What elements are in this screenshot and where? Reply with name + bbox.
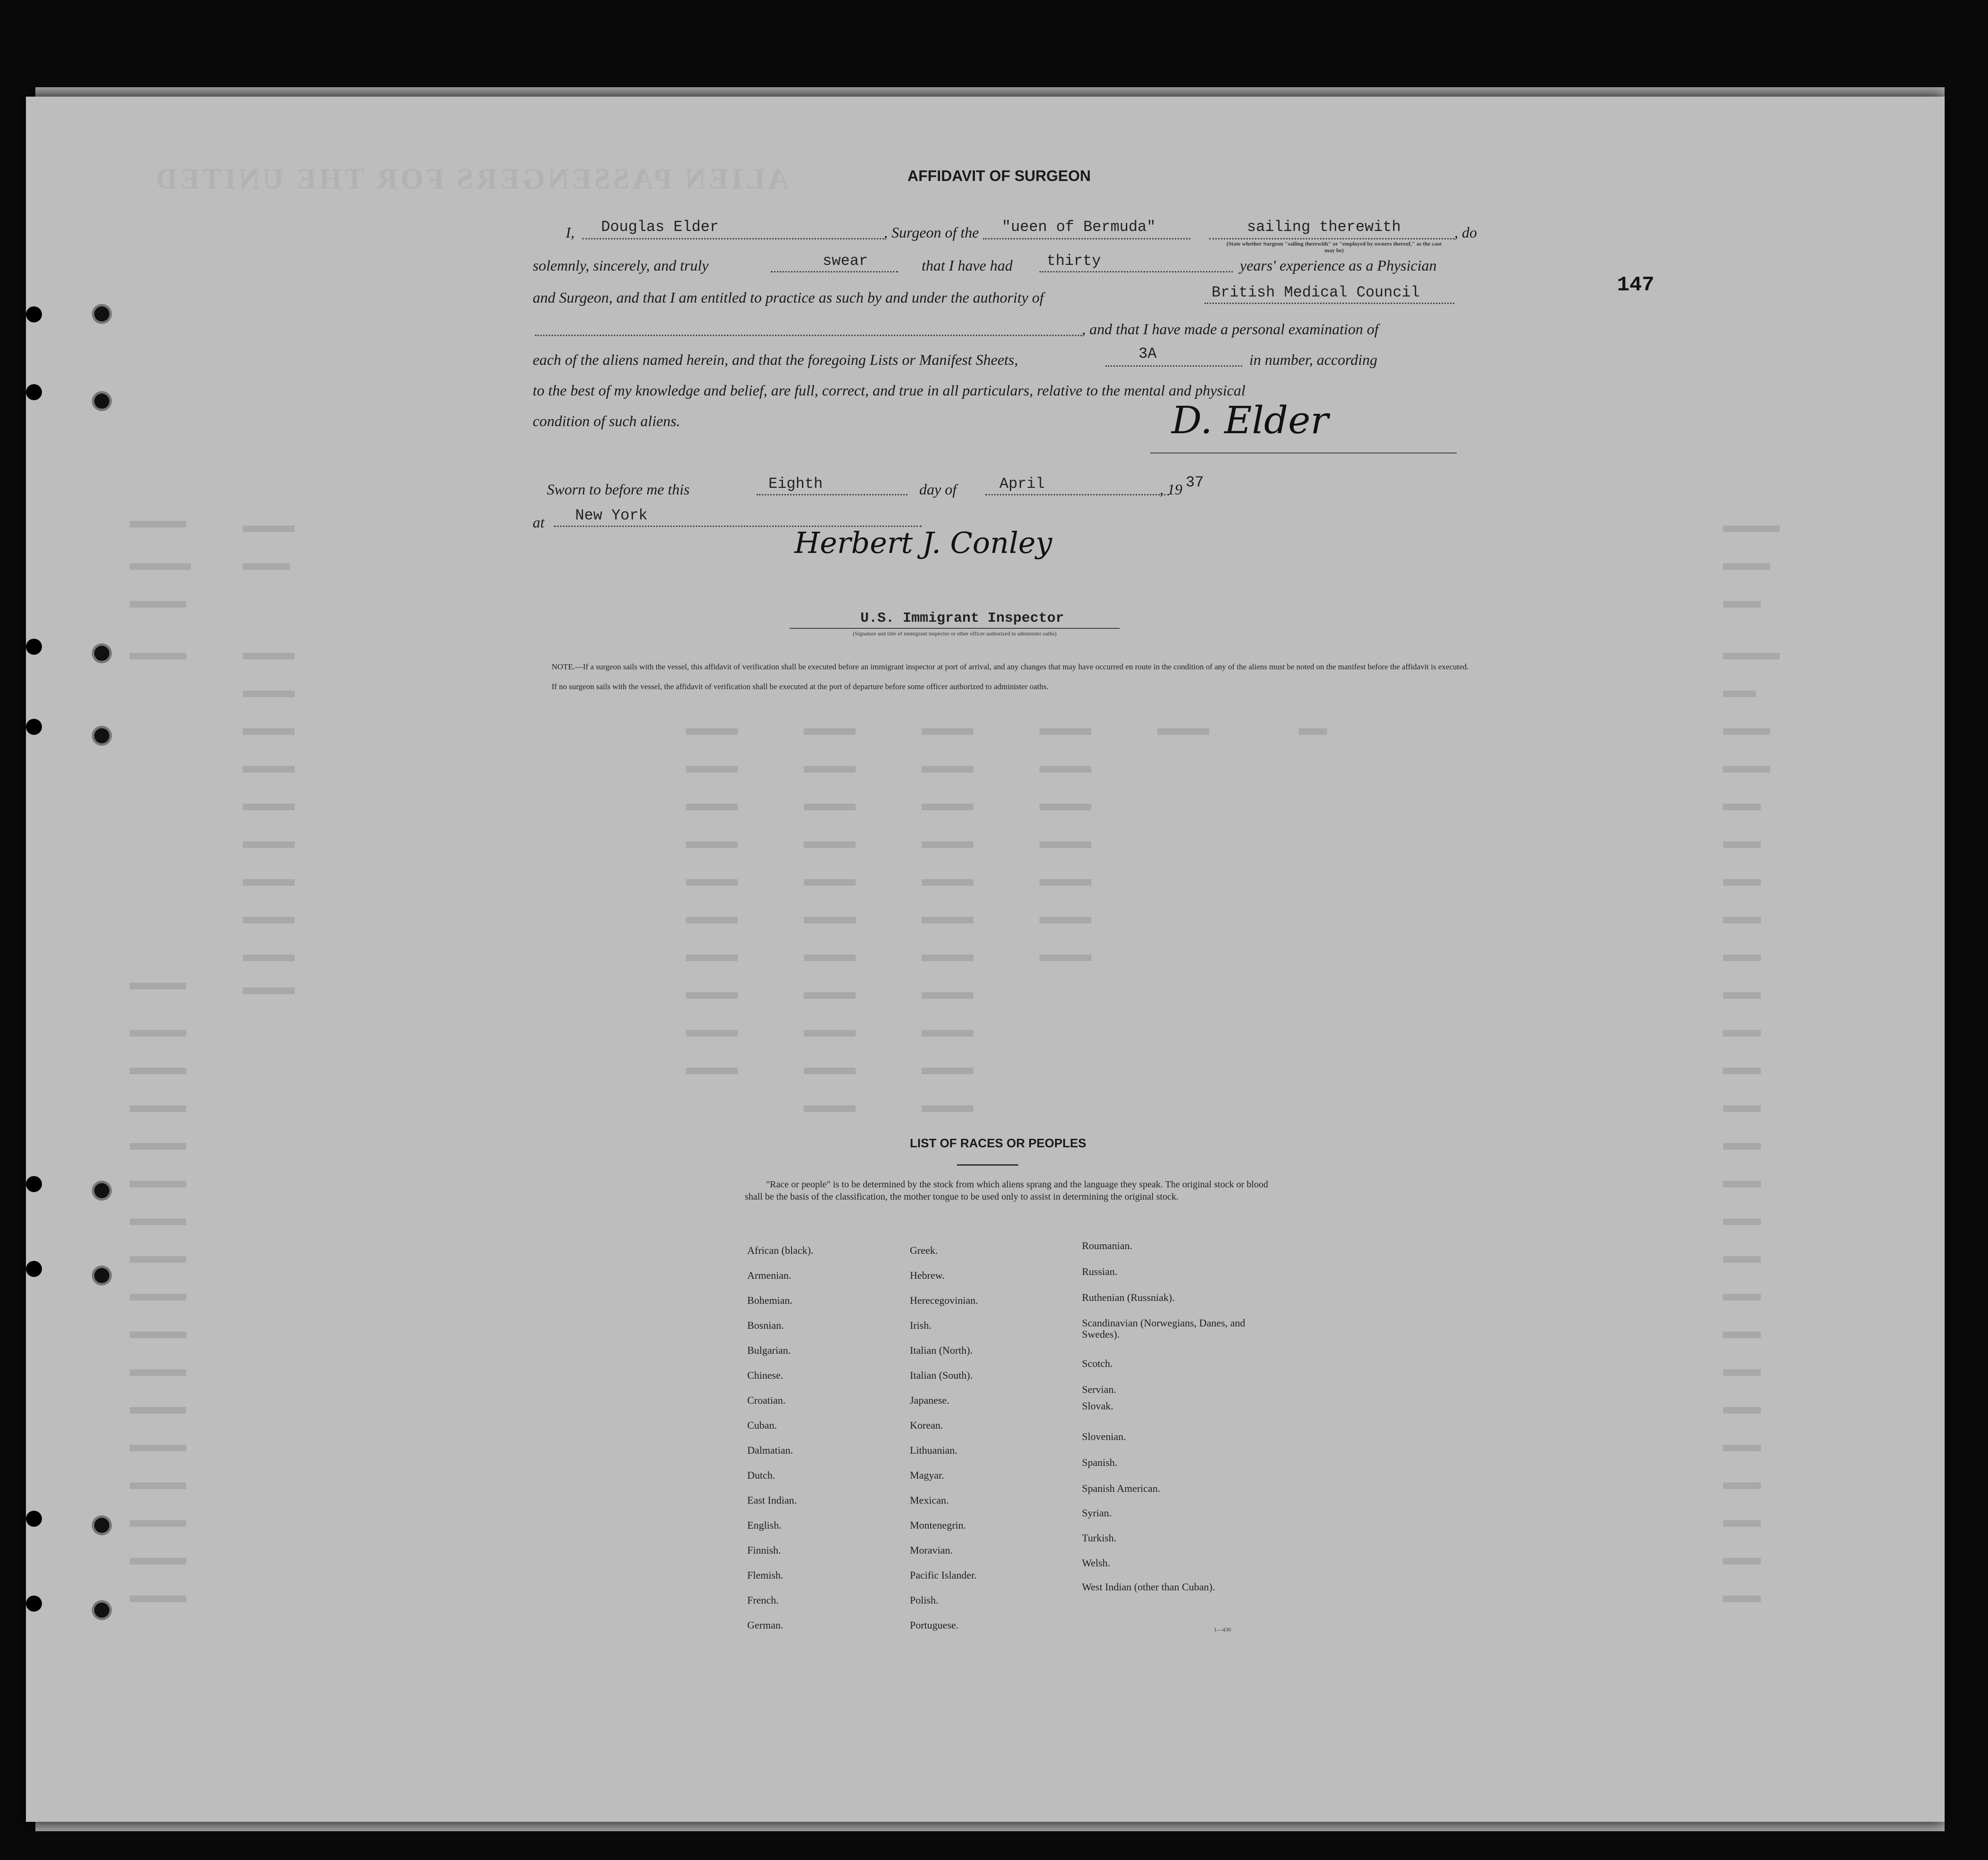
binder-hole — [92, 1181, 112, 1201]
races-title-rule — [957, 1164, 1018, 1166]
race-item: Bulgarian. — [747, 1344, 791, 1356]
race-item: Dutch. — [747, 1469, 775, 1481]
label-years: years' experience as a Physician — [1240, 257, 1437, 274]
binder-hole — [26, 1176, 42, 1192]
binder-hole — [92, 726, 112, 746]
binder-hole — [26, 384, 42, 400]
years-experience: thirty — [1047, 252, 1101, 270]
race-item: Polish. — [910, 1594, 939, 1606]
race-item: Servian. — [1082, 1383, 1116, 1395]
oath-type: swear — [823, 252, 868, 270]
sworn-month: April — [999, 475, 1045, 493]
race-item: Mexican. — [910, 1494, 949, 1506]
races-explanation: "Race or people" is to be determined by the stock from which aliens sprang and the language they speak. The original stock or blood shall be the basis of the classification, the mother tongue to be used only to assist in determining the original stock. — [745, 1179, 1268, 1202]
race-item: Welsh. — [1082, 1557, 1110, 1569]
sworn-year: 37 — [1186, 474, 1204, 491]
label-surgeon-of: , Surgeon of the — [884, 224, 979, 241]
race-item: Scotch. — [1082, 1358, 1113, 1369]
binder-hole — [92, 1600, 112, 1620]
race-item: Portuguese. — [910, 1619, 959, 1631]
sheet-count: 3A — [1138, 345, 1157, 362]
race-item: Russian. — [1082, 1266, 1118, 1277]
race-item: Spanish American. — [1082, 1482, 1161, 1494]
binder-hole — [26, 1596, 42, 1612]
race-item: Bosnian. — [747, 1319, 784, 1331]
race-item: French. — [747, 1594, 779, 1606]
label-had: that I have had — [922, 257, 1013, 274]
race-item: Hebrew. — [910, 1269, 945, 1281]
inspector-caption: (Signature and title of immigrant inspector or other officer authorized to administer oaths) — [852, 630, 1057, 637]
note-paragraph-1: NOTE.—If a surgeon sails with the vessel, this affidavit of verification shall be executed before an immigrant inspector at port of arrival, and any changes that may have occurred en route in the condition of any of the aliens must be noted on the manifest before the affidavit is executed. — [552, 662, 1469, 671]
race-item: Greek. — [910, 1244, 938, 1256]
sailing-status: sailing therewith — [1247, 218, 1401, 236]
binder-hole — [26, 1261, 42, 1277]
licensing-authority: British Medical Council — [1212, 284, 1420, 301]
race-item: Italian (North). — [910, 1344, 973, 1356]
race-item: Turkish. — [1082, 1532, 1117, 1544]
bleed-through-title: ALIEN PASSENGERS FOR THE UNITED — [153, 163, 789, 195]
race-item: Flemish. — [747, 1569, 784, 1581]
binder-hole — [26, 1511, 42, 1527]
page-number: 147 — [1617, 273, 1655, 297]
race-item: Herecegovinian. — [910, 1294, 978, 1306]
race-item: Dalmatian. — [747, 1444, 793, 1456]
surgeon-signature: D. Elder — [1171, 398, 1328, 442]
race-item: Syrian. — [1082, 1507, 1112, 1519]
race-item: Scandinavian (Norwegians, Danes, and Swedes). — [1082, 1317, 1246, 1340]
races-title: LIST OF RACES OR PEOPLES — [910, 1136, 1087, 1150]
race-item: Lithuanian. — [910, 1444, 957, 1456]
note-paragraph-2: If no surgeon sails with the vessel, the affidavit of verification shall be executed at the port of departure before some officer authorized to administer oaths. — [552, 682, 1049, 691]
binder-hole — [92, 304, 112, 324]
inspector-title: U.S. Immigrant Inspector — [860, 610, 1064, 626]
race-item: Spanish. — [1082, 1457, 1118, 1468]
label-i: I, — [566, 224, 575, 241]
bleed-through-rows — [120, 511, 1864, 1737]
race-item: Armenian. — [747, 1269, 792, 1281]
race-item: African (black). — [747, 1244, 814, 1256]
race-item: Chinese. — [747, 1369, 784, 1381]
race-item: Italian (South). — [910, 1369, 973, 1381]
race-item: Roumanian. — [1082, 1240, 1132, 1251]
race-item: Magyar. — [910, 1469, 944, 1481]
race-item: Montenegrin. — [910, 1519, 966, 1531]
binder-hole — [26, 306, 42, 322]
race-item: East Indian. — [747, 1494, 797, 1506]
race-item: West Indian (other than Cuban). — [1082, 1581, 1215, 1593]
binder-hole — [92, 643, 112, 663]
race-item: Slovenian. — [1082, 1431, 1126, 1442]
label-sworn: Sworn to before me this — [547, 481, 690, 498]
binder-hole — [26, 639, 42, 655]
label-at: at — [533, 514, 544, 531]
manifest-page — [26, 97, 1945, 1822]
label-day-of: day of — [919, 481, 957, 498]
race-item: Korean. — [910, 1419, 943, 1431]
race-item: Bohemian. — [747, 1294, 792, 1306]
label-solemnly: solemnly, sincerely, and truly — [533, 257, 709, 274]
race-item: English. — [747, 1519, 782, 1531]
label-year-prefix: , 19 — [1160, 481, 1182, 498]
race-item: German. — [747, 1619, 784, 1631]
sworn-place: New York — [575, 507, 648, 524]
form-code: 1—430 — [1214, 1626, 1231, 1633]
label-condition: condition of such aliens. — [533, 412, 680, 429]
sailing-note: (State whether Surgeon "sailing therewith" or "employed by owners thereof," as the case may be) — [1226, 240, 1442, 254]
race-item: Irish. — [910, 1319, 932, 1331]
binder-hole — [26, 719, 42, 735]
inspector-signature: Herbert J. Conley — [794, 526, 1052, 560]
race-item: Finnish. — [747, 1544, 781, 1556]
binder-hole — [92, 391, 112, 411]
race-item: Slovak. — [1082, 1400, 1114, 1412]
vessel-name: "ueen of Bermuda" — [1002, 218, 1156, 236]
race-item: Cuban. — [747, 1419, 777, 1431]
label-in-number: in number, according — [1249, 351, 1378, 368]
label-belief: to the best of my knowledge and belief, are full, correct, and true in all particulars, relative to the mental and physical — [533, 382, 1246, 399]
race-item: Japanese. — [910, 1394, 949, 1406]
surgeon-name: Douglas Elder — [601, 218, 719, 236]
label-foregoing: each of the aliens named herein, and that the foregoing Lists or Manifest Sheets, — [533, 351, 1018, 368]
binder-hole — [92, 1515, 112, 1535]
race-item: Pacific Islander. — [910, 1569, 977, 1581]
label-authority: and Surgeon, and that I am entitled to practice as such by and under the authority of — [533, 289, 1044, 306]
race-item: Croatian. — [747, 1394, 786, 1406]
sworn-day: Eighth — [768, 475, 823, 493]
race-item: Moravian. — [910, 1544, 953, 1556]
binder-hole — [92, 1266, 112, 1285]
label-do: , do — [1454, 224, 1477, 241]
race-item: Ruthenian (Russniak). — [1082, 1292, 1175, 1303]
label-personal-exam: , and that I have made a personal examination of — [1082, 321, 1379, 337]
affidavit-title: AFFIDAVIT OF SURGEON — [907, 167, 1091, 184]
